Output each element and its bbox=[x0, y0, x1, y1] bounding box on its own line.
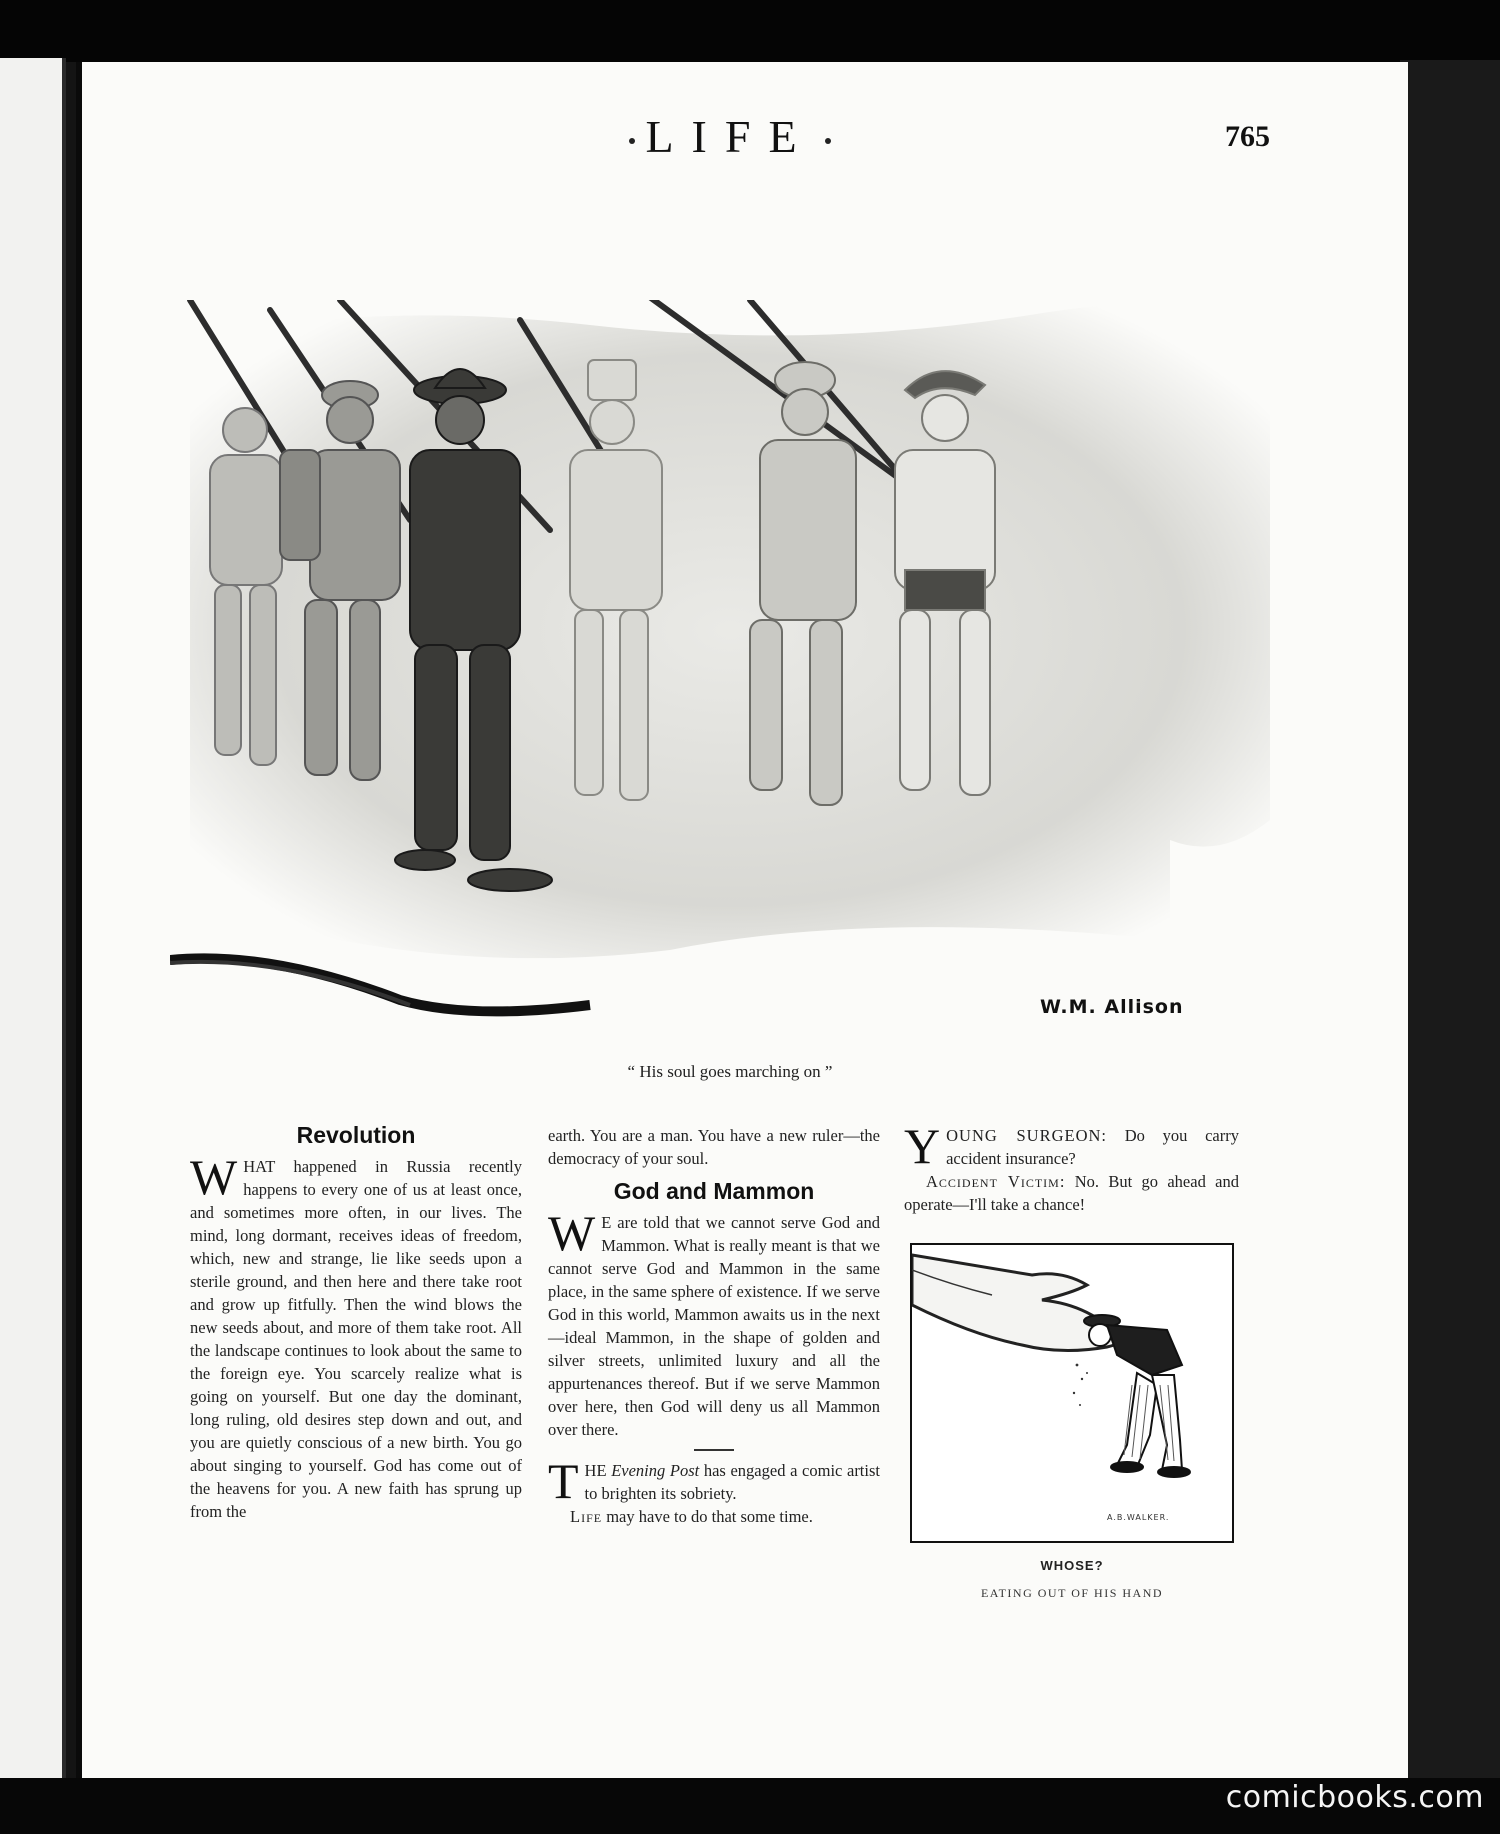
cartoon-subtitle: EATING OUT OF HIS HAND bbox=[980, 1586, 1164, 1600]
previous-page-edge bbox=[0, 58, 66, 1784]
life-smallcaps: Life bbox=[570, 1507, 603, 1526]
cartoon-title: WHOSE? bbox=[1040, 1558, 1104, 1573]
evening-post-body bbox=[548, 1453, 880, 1509]
masthead-dot-right bbox=[825, 138, 831, 144]
scan-border-right bbox=[1400, 60, 1500, 1780]
evening-post-lead: HE bbox=[584, 1461, 612, 1480]
masthead-title bbox=[530, 110, 930, 163]
evening-post-followup bbox=[548, 1505, 880, 1528]
victim-line bbox=[904, 1170, 1239, 1216]
evening-post-dropcap: T bbox=[548, 1453, 579, 1509]
victim-speaker: Accident Victim: bbox=[926, 1172, 1066, 1191]
column-revolution bbox=[190, 1124, 522, 1523]
watermark: comicbooks.com bbox=[1225, 1780, 1484, 1815]
god-and-mammon-text: E are told that we cannot serve God and Mammon. What is really meant is that we cannot serve God and Mammon in the same place, in the same sphere of existence. If we serve God in this world, Mammon awaits us in the next—ideal Mammon, in the shape of golden and silver streets, unlimited luxury and all the appurtenances thereof. But if we serve Mammon over here, then God will deny us all Mammon over there. bbox=[548, 1213, 880, 1439]
surgeon-speaker: OUNG SURGEON: bbox=[946, 1126, 1108, 1145]
masthead-text: LIFE bbox=[645, 111, 815, 162]
god-and-mammon-heading: God and Mammon bbox=[613, 1178, 815, 1204]
scan-border-top bbox=[0, 0, 1500, 62]
section-divider bbox=[694, 1449, 734, 1451]
column-god-and-mammon bbox=[548, 1124, 880, 1528]
revolution-continued: earth. You are a man. You have a new ruler—the democracy of your soul. bbox=[548, 1126, 880, 1168]
god-and-mammon-dropcap: W bbox=[548, 1205, 596, 1261]
revolution-heading: Revolution bbox=[296, 1122, 416, 1148]
evening-post-title: Evening Post bbox=[611, 1461, 700, 1480]
marching-soldiers-illustration bbox=[170, 300, 1280, 1040]
cartoon-signature: A.B.WALKER. bbox=[1107, 1513, 1170, 1522]
column-surgeon-joke bbox=[904, 1118, 1239, 1216]
cartoon-whose bbox=[910, 1243, 1234, 1543]
surgeon-question: Do you carry accident insurance? bbox=[946, 1126, 1239, 1168]
victim-answer: No. But go ahead and operate—I'll take a chance! bbox=[904, 1172, 1239, 1214]
revolution-text: HAT happened in Russia recently happens to every one of us at least once, and sometimes more often, in our lives. The mind, long dormant, receives ideas of freedom, which, new and strange, lie like seeds upon a sterile ground, and then here and there take root and grow up fitfully. Then the wind blows the new seeds about, and more of them take root. All the landscape continues to look about the same to the foreign eye. You scarcely realize what is going on yourself. But one day the dominant, long ruling, old desires step down and out, and you are quietly conscious of a new birth. You go about singing to yourself. God has come out of the heavens for you. A new faith has sprung up from the bbox=[190, 1157, 522, 1521]
masthead-dot-left bbox=[629, 138, 635, 144]
revolution-body bbox=[190, 1149, 522, 1523]
evening-post-rest: has engaged a comic artist to brighten its sobriety. bbox=[584, 1461, 880, 1503]
artist-signature: W.M. Allison bbox=[1040, 996, 1184, 1018]
god-and-mammon-body bbox=[548, 1205, 880, 1441]
page-number: 765 bbox=[1225, 120, 1270, 153]
illustration-caption: “ His soul goes marching on ” bbox=[627, 1062, 833, 1081]
revolution-dropcap: W bbox=[190, 1149, 238, 1205]
evening-post-followup-text: may have to do that some time. bbox=[602, 1507, 813, 1526]
surgeon-line bbox=[904, 1118, 1239, 1174]
surgeon-dropcap: Y bbox=[904, 1118, 941, 1174]
